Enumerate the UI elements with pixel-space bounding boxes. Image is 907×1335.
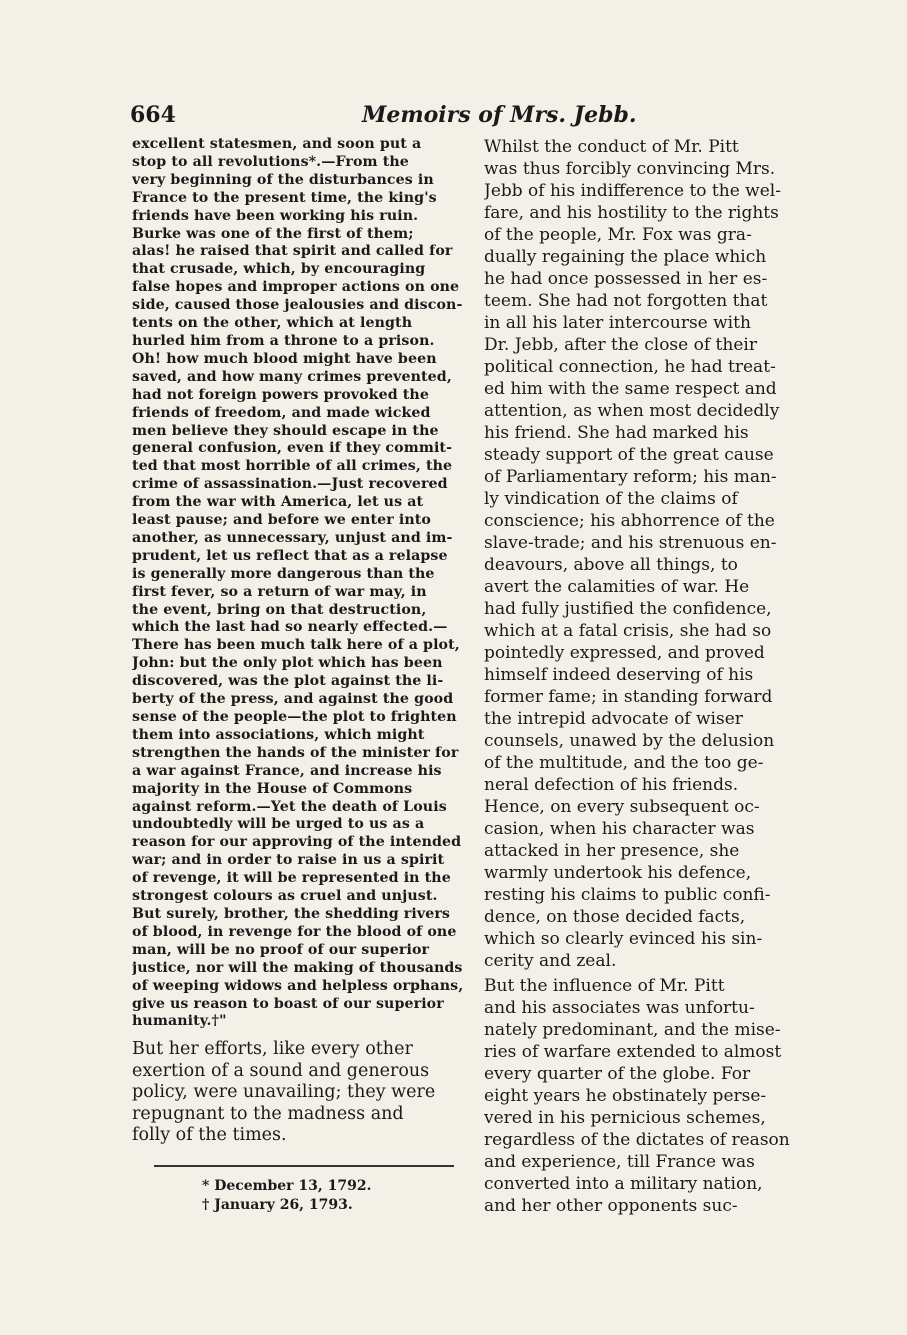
text-line: very beginning of the disturbances in	[132, 171, 434, 188]
text-line: berty of the press, and against the good	[132, 691, 454, 708]
main-paragraph	[132, 1039, 476, 1147]
footnote-rule	[154, 1165, 454, 1167]
text-line: was thus forcibly convincing Mrs.	[484, 159, 776, 179]
text-line: exertion of a sound and generous	[132, 1060, 430, 1081]
text-line: prudent, let us reflect that as a relapse	[132, 547, 448, 564]
text-line: had fully justified the confidence,	[484, 599, 772, 619]
text-line: and experience, till France was	[484, 1152, 755, 1172]
text-line: first fever, so a return of war may, in	[132, 583, 427, 600]
text-line: least pause; and before we enter into	[132, 512, 431, 529]
text-line: ries of warfare extended to almost	[484, 1042, 782, 1062]
text-line: friends have been working his ruin.	[132, 207, 419, 224]
text-line: of Parliamentary reform; his man-	[484, 467, 777, 487]
left-column	[132, 136, 476, 1215]
text-line: a war against France, and increase his	[132, 762, 442, 779]
text-line: sense of the people—the plot to frighten	[132, 709, 457, 725]
text-line: war; and in order to raise in us a spirit	[132, 852, 445, 869]
text-line: strengthen the hands of the minister for	[132, 744, 459, 761]
text-line: cerity and zeal.	[484, 951, 617, 971]
footnote: † January 26, 1793.	[202, 1196, 353, 1213]
text-line: counsels, unawed by the delusion	[484, 731, 775, 751]
page-number: 664	[130, 102, 176, 128]
text-line: Whilst the conduct of Mr. Pitt	[484, 137, 739, 157]
text-line: There has been much talk here of a plot,	[132, 637, 460, 654]
text-line: dually regaining the place which	[484, 247, 767, 267]
footnote: * December 13, 1792.	[202, 1177, 372, 1194]
text-line: in all his later intercourse with	[484, 313, 751, 333]
text-line: vered in his pernicious schemes,	[484, 1108, 766, 1128]
text-line: which at a fatal crisis, she had so	[484, 621, 772, 641]
text-line: conscience; his abhorrence of the	[484, 511, 775, 531]
text-line: warmly undertook his defence,	[484, 863, 752, 883]
text-line: another, as unnecessary, unjust and im-	[132, 529, 453, 546]
text-line: France to the present time, the king's	[132, 189, 437, 206]
text-line: undoubtedly will be urged to us as a	[132, 816, 425, 833]
text-line: eight years he obstinately perse-	[484, 1086, 767, 1106]
text-line: strongest colours as cruel and unjust.	[132, 888, 438, 905]
text-line: tents on the other, which at length	[132, 315, 413, 332]
text-line: of blood, in revenge for the blood of one	[132, 923, 457, 940]
text-line: man, will be no proof of our superior	[132, 941, 430, 958]
running-title: Memoirs of Mrs. Jebb.	[362, 102, 637, 128]
text-line: Burke was one of the first of them;	[132, 225, 414, 242]
text-line: every quarter of the globe. For	[484, 1064, 751, 1084]
text-line: repugnant to the madness and	[132, 1103, 404, 1124]
text-line: false hopes and improper actions on one	[132, 279, 460, 296]
text-line: humanity.†"	[132, 1013, 227, 1030]
text-line: general confusion, even if they commit-	[132, 440, 453, 457]
text-line: of the people, Mr. Fox was gra-	[484, 225, 752, 245]
text-line: which so clearly evinced his sin-	[484, 929, 763, 949]
text-line: the event, bring on that destruction,	[132, 601, 427, 618]
text-line: steady support of the great cause	[484, 445, 774, 465]
text-line: attention, as when most decidedly	[484, 401, 780, 421]
text-line: from the war with America, let us at	[132, 494, 424, 511]
text-line: reason for our approving of the intended	[132, 834, 462, 851]
text-line: against reform.—Yet the death of Louis	[132, 798, 447, 815]
text-line: former fame; in standing forward	[484, 687, 773, 707]
text-line: stop to all revolutions*.—From the	[132, 153, 409, 170]
text-line: political connection, he had treat-	[484, 357, 776, 377]
text-line: But the influence of Mr. Pitt	[484, 976, 725, 996]
text-line: alas! he raised that spirit and called for	[132, 243, 453, 260]
text-line: But surely, brother, the shedding rivers	[132, 905, 450, 922]
quoted-letter	[132, 136, 476, 1031]
text-line: and his associates was unfortu-	[484, 998, 755, 1018]
text-line: neral defection of his friends.	[484, 775, 739, 795]
text-line: is generally more dangerous than the	[132, 565, 435, 582]
text-line: avert the calamities of war. He	[484, 577, 750, 597]
text-line: Dr. Jebb, after the close of their	[484, 335, 757, 355]
text-line: teem. She had not forgotten that	[484, 291, 768, 311]
text-line: and her other opponents suc-	[484, 1196, 738, 1216]
text-line: men believe they should escape in the	[132, 422, 439, 439]
text-line: of revenge, it will be represented in the	[132, 870, 451, 887]
text-line: which the last had so nearly effected.—	[132, 619, 448, 636]
text-line: Hence, on every subsequent oc-	[484, 797, 760, 817]
text-line: had not foreign powers provoked the	[132, 386, 429, 403]
text-line: he had once possessed in her es-	[484, 269, 768, 289]
text-line: regardless of the dictates of reason	[484, 1130, 790, 1150]
text-line: folly of the times.	[132, 1125, 287, 1146]
right-column	[484, 136, 818, 1217]
text-line: that crusade, which, by encouraging	[132, 261, 426, 278]
text-line: his friend. She had marked his	[484, 423, 749, 443]
text-line: policy, were unavailing; they were	[132, 1082, 436, 1103]
text-line: excellent statesmen, and soon put a	[132, 136, 422, 152]
text-line: ly vindication of the claims of	[484, 489, 738, 509]
text-line: crime of assassination.—Just recovered	[132, 476, 448, 493]
text-line: John: but the only plot which has been	[132, 655, 443, 672]
text-line: of weeping widows and helpless orphans,	[132, 977, 464, 994]
text-line: fare, and his hostility to the rights	[484, 203, 779, 223]
text-line: hurled him from a throne to a prison.	[132, 332, 435, 349]
text-line: ted that most horrible of all crimes, the	[132, 458, 453, 475]
footnotes	[132, 1177, 476, 1215]
text-line: But her efforts, like every other	[132, 1039, 413, 1060]
text-line: justice, nor will the making of thousands	[132, 959, 463, 976]
text-line: nately predominant, and the mise-	[484, 1020, 781, 1040]
text-line: discovered, was the plot against the li-	[132, 673, 444, 690]
text-line: majority in the House of Commons	[132, 780, 413, 797]
text-line: side, caused those jealousies and discon-	[132, 297, 463, 314]
text-line: himself indeed deserving of his	[484, 665, 754, 685]
text-line: converted into a military nation,	[484, 1174, 763, 1194]
text-line: the intrepid advocate of wiser	[484, 709, 743, 729]
text-line: ed him with the same respect and	[484, 379, 777, 399]
text-line: friends of freedom, and made wicked	[132, 404, 431, 421]
text-line: them into associations, which might	[132, 726, 425, 743]
text-line: casion, when his character was	[484, 819, 755, 839]
text-line: slave-trade; and his strenuous en-	[484, 533, 777, 553]
text-line: deavours, above all things, to	[484, 555, 738, 575]
text-line: Oh! how much blood might have been	[132, 350, 437, 367]
text-line: resting his claims to public confi-	[484, 885, 771, 905]
text-line: dence, on those decided facts,	[484, 907, 746, 927]
text-line: give us reason to boast of our superior	[132, 995, 444, 1012]
text-line: saved, and how many crimes prevented,	[132, 368, 452, 385]
text-line: Jebb of his indifference to the wel-	[484, 181, 781, 201]
text-line: of the multitude, and the too ge-	[484, 753, 764, 773]
text-line: pointedly expressed, and proved	[484, 643, 765, 663]
text-line: attacked in her presence, she	[484, 841, 740, 861]
